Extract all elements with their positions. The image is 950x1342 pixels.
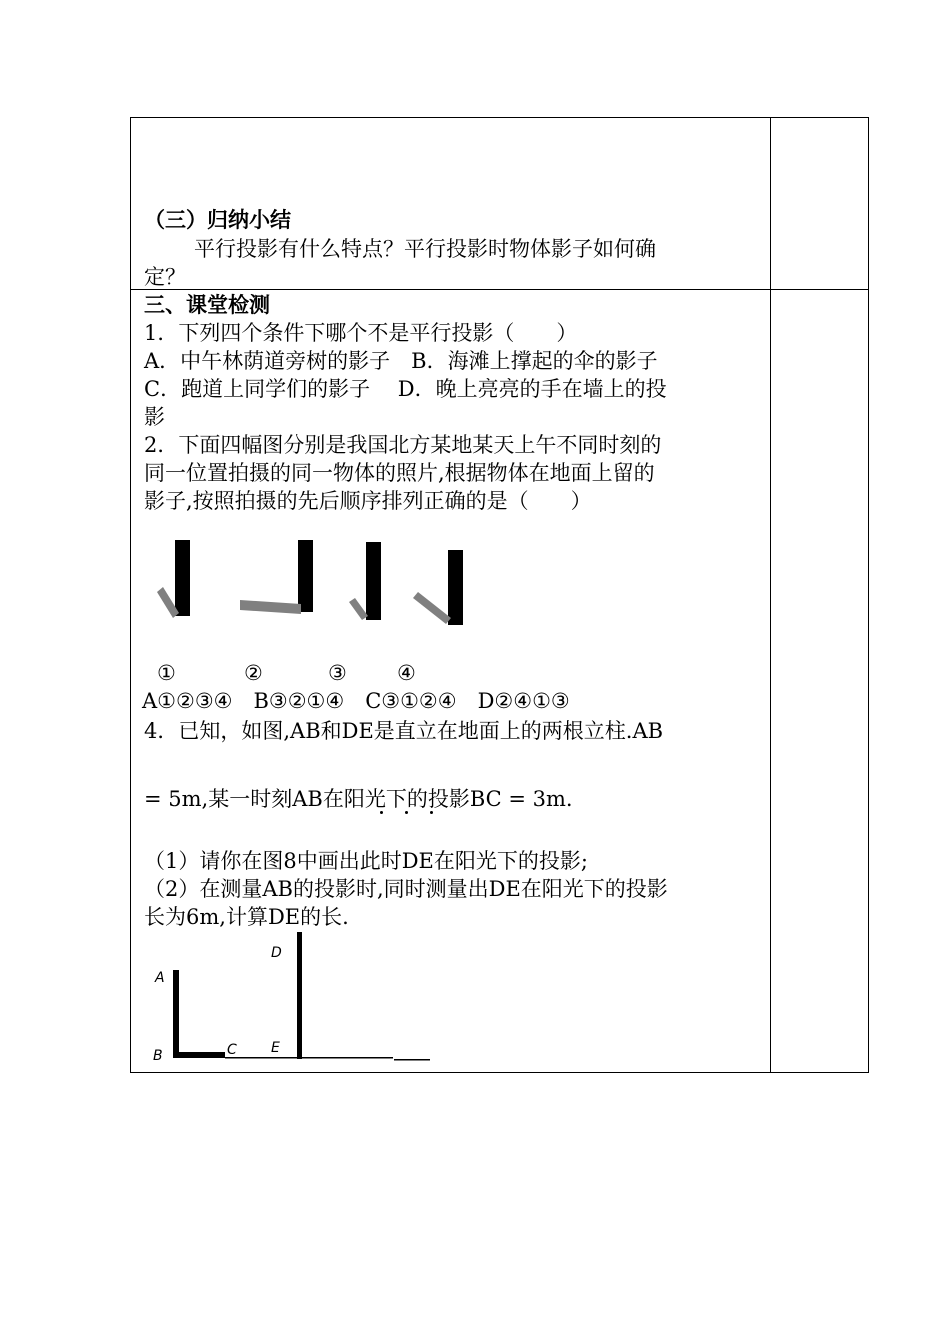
- q4-part2-line2: 长为6m,计算DE的长.: [144, 905, 349, 929]
- check-heading: 三、课堂检测: [144, 292, 270, 317]
- q1-options-line1: A．中午林荫道旁树的影子 B．海滩上撑起的伞的影子: [144, 349, 658, 373]
- q2-line2: 同一位置拍摄的同一物体的照片,根据物体在地面上留的: [144, 461, 655, 485]
- label-a: A: [155, 970, 165, 986]
- row-divider: [131, 289, 868, 290]
- summary-heading: （三）归纳小结: [144, 207, 291, 232]
- emphasis-dot: [430, 811, 433, 814]
- column-divider: [770, 118, 771, 1072]
- emphasis-dot: [380, 811, 383, 814]
- q1-stem: 1．下列四个条件下哪个不是平行投影（ ）: [144, 321, 578, 345]
- shadow-bc: [173, 1052, 225, 1058]
- q4-line1: 4．已知，如图,AB和DE是直立在地面上的两根立柱.AB: [144, 719, 664, 743]
- label-d: D: [271, 945, 282, 961]
- photo-1: [157, 540, 190, 618]
- q2-line3: 影子,按照拍摄的先后顺序排列正确的是（ ）: [144, 489, 592, 513]
- photo-label-2: ②: [244, 661, 263, 685]
- photo-label-4: ④: [397, 661, 416, 685]
- label-b: B: [153, 1048, 163, 1064]
- ground-line: [225, 1057, 393, 1059]
- pillar-de: [297, 932, 302, 1059]
- photo-3: [349, 542, 381, 620]
- summary-question-line1: 平行投影有什么特点？平行投影时物体影子如何确: [194, 237, 656, 261]
- q2-options: A①②③④ B③②①④ C③①②④ D②④①③: [142, 689, 570, 713]
- summary-question-line2: 定？: [144, 265, 186, 289]
- label-e: E: [271, 1040, 280, 1056]
- lesson-table: [130, 117, 869, 1073]
- q4-line2: = 5m,某一时刻AB在阳光下的投影BC = 3m.: [144, 787, 573, 811]
- q4-part1: （1）请你在图8中画出此时DE在阳光下的投影;: [144, 849, 588, 873]
- photo-label-3: ③: [328, 661, 347, 685]
- q2-line1: 2．下面四幅图分别是我国北方某地某天上午不同时刻的: [144, 433, 662, 457]
- photo-label-1: ①: [157, 661, 176, 685]
- photo-4: [413, 550, 463, 625]
- emphasis-dot: [405, 811, 408, 814]
- q1-options-line3: 影: [144, 405, 165, 429]
- label-c: C: [227, 1042, 237, 1058]
- q4-part2-line1: （2）在测量AB的投影时,同时测量出DE在阳光下的投影: [144, 877, 668, 901]
- pillars-figure: [131, 926, 451, 1066]
- q1-options-line2: C．跑道上同学们的影子 D．晚上亮亮的手在墙上的投: [144, 377, 667, 401]
- pillar-ab: [173, 970, 179, 1058]
- ground-line-extension: [394, 1059, 430, 1061]
- photo-2: [240, 540, 313, 614]
- shadow-photos-figure: [131, 528, 491, 648]
